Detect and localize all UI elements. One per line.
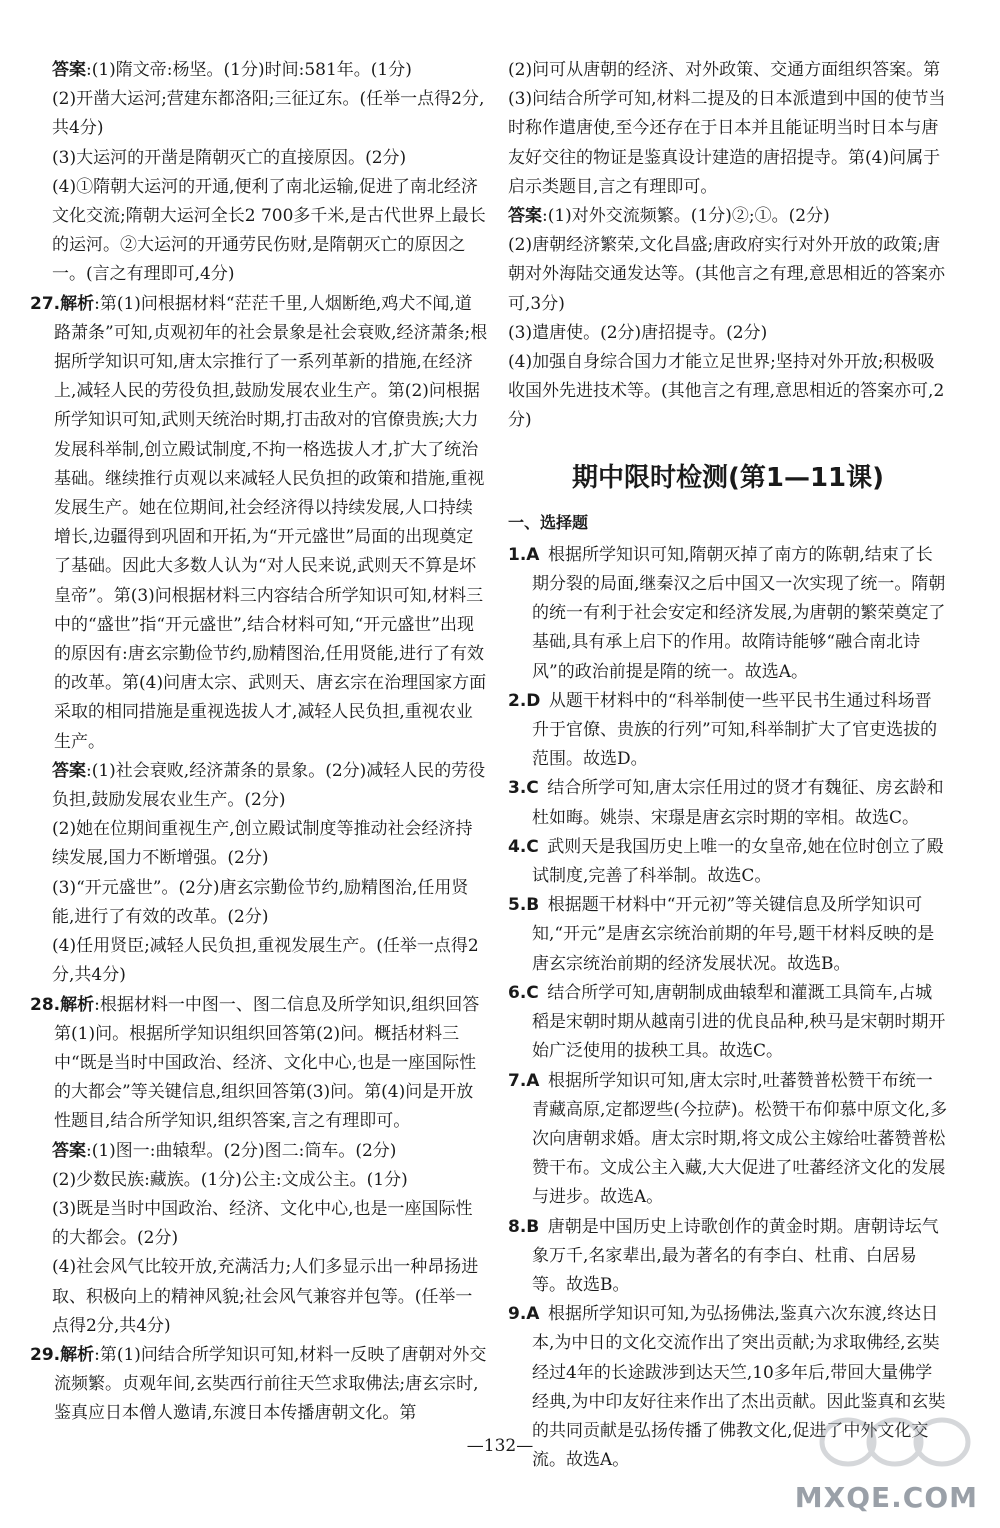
spacer	[539, 778, 548, 798]
left-column	[30, 56, 488, 1429]
analysis-label: 解析	[60, 1344, 95, 1365]
answer-text: :(1)图一:曲辕犁。(2分)图二:筒车。(2分)	[86, 1140, 397, 1161]
answer-text: (2)唐朝经济繁荣,文化昌盛;唐政府实行对外开放的政策;唐朝对外海陆交通发达等。(其他言之有理,意思相近的答案亦可,3分)	[508, 235, 946, 314]
q28	[30, 991, 488, 1137]
choice-explanation: 武则天是我国历史上唯一的女皇帝,她在位时创立了殿试制度,完善了科举制。故选C。	[532, 836, 944, 887]
choice-number: 1.A	[508, 544, 540, 565]
spacer	[539, 837, 548, 857]
choice-item	[508, 979, 948, 1067]
answer-text: (3)大运河的开凿是隋朝灭亡的直接原因。(2分)	[52, 147, 407, 168]
choice-item	[508, 891, 948, 979]
watermark-text: MXQE.COM	[794, 1481, 978, 1514]
choice-item	[508, 774, 948, 832]
analysis-text: :根据材料一中图一、图二信息及所学知识,组织回答第(1)问。根据所学知识组织回答第(2)问。概括材料三中“既是当时中国政治、经济、文化中心,也是一座国际性的大都会”等关键信息,组织回答第(3)问。第(4)问是开放性题目,结合所学知识,组织答案,言之有理即可。	[54, 994, 480, 1132]
answer-text: :(1)隋文帝:杨坚。(1分)时间:581年。(1分)	[86, 60, 412, 80]
page-number: —132—	[466, 1436, 534, 1456]
answer-text: (3)遣唐使。(2分)唐招提寺。(2分)	[508, 322, 768, 343]
spacer	[540, 691, 549, 711]
answer-label: 答案	[52, 60, 86, 80]
answer-text: (4)社会风气比较开放,充满活力;人们多显示出一种昂扬进取、积极向上的精神风貌;社会风气兼容并包等。(任举一点得2分,共4分)	[52, 1257, 479, 1336]
spacer	[539, 1217, 548, 1237]
section-subtitle: 一、选择题	[508, 512, 589, 532]
choice-explanation: 结合所学可知,唐朝制成曲辕犁和灌溉工具筒车,占城稻是宋朝时期从越南引进的优良品种,秧马是宋朝时期开始广泛使用的拔秧工具。故选C。	[532, 982, 946, 1062]
choice-item	[508, 1067, 948, 1213]
answer-label: 答案	[52, 760, 86, 781]
analysis-text: :第(1)问根据材料“茫茫千里,人烟断绝,鸡犬不闻,道路萧条”可知,贞观初年的社会景象是社会衰败,经济萧条;根据所学知识可知,唐太宗推行了一系列革新的措施,在经济上,减轻人民的劳役负担,鼓励发展农业生产。第(2)问根据所学知识可知,武则天统治时期,打击敌对的官僚贵族;大力发展科举制,创立殿试制度,不拘一格选拔人才,扩大了统治基础。继续推行贞观以来减轻人民负担的政策和措施,重视发展生产。她在位期间,社会经济得以持续发展,人口持续增长,边疆得到巩固和开拓,为“开元盛世”局面的出现奠定了基础。因此大多数人认为“对人民来说,武则天不算是坏皇帝”。第(3)问根据材料三内容结合所学知识可知,材料三中的“盛世”指“开元盛世”,结合材料可知,“开元盛世”出现的原因有:唐玄宗勤俭节约,励精图治,任用贤能,进行了有效的改革。第(4)问唐太宗、武则天、唐玄宗在治理国家方面采取的相同措施是重视选拔人才,减轻人民负担,重视农业生产。	[54, 293, 488, 752]
right-column	[508, 56, 948, 1475]
choice-number: 7.A	[508, 1070, 540, 1091]
spacer	[539, 895, 548, 915]
q29-continued	[508, 56, 948, 436]
answer-text: :(1)社会衰败,经济萧条的景象。(2分)减轻人民的劳役负担,鼓励发展农业生产。(2分)	[52, 760, 486, 811]
choice-explanation: 从题干材料中的“科举制使一些平民书生通过科场晋升于官僚、贵族的行列”可知,科举制扩大了官吏选拔的范围。故选D。	[532, 690, 938, 770]
choice-explanation: 根据所学知识可知,隋朝灭掉了南方的陈朝,结束了长期分裂的局面,继秦汉之后中国又一次实现了统一。隋朝的统一有利于社会安定和经济发展,为唐朝的繁荣奠定了基础,具有承上启下的作用。故隋诗能够“融合南北诗风”的政治前提是隋的统一。故选A。	[532, 544, 946, 682]
choice-explanation: 唐朝是中国历史上诗歌创作的黄金时期。唐朝诗坛气象万千,名家辈出,最为著名的有李白、杜甫、白居易等。故选B。	[532, 1216, 939, 1295]
choice-item	[508, 541, 948, 687]
analysis-text: (2)问可从唐朝的经济、对外政策、交通方面组织答案。第(3)问结合所学可知,材料二提及的日本派遣到中国的使节当时称作遣唐使,至今还存在于日本并且能证明当时日本与唐友好交往的物证是鉴真设计建造的唐招提寺。第(4)问属于启示类题目,言之有理即可。	[508, 60, 946, 197]
choice-explanation: 根据所学知识可知,为弘扬佛法,鉴真六次东渡,终达日本,为中日的文化交流作出了突出贡献;为求取佛经,玄奘经过4年的长途跋涉到达天竺,10多年后,带回大量佛学经典,为中印友好往来作出了杰出贡献。因此鉴真和玄奘的共同贡献是弘扬传播了佛教文化,促进了中外文化交流。故选A。	[532, 1304, 946, 1471]
answer-label: 答案	[52, 1140, 86, 1161]
choice-explanation: 结合所学可知,唐太宗任用过的贤才有魏征、房玄龄和杜如晦。姚崇、宋璟是唐玄宗时期的宰相。故选C。	[532, 778, 944, 828]
answer-text: (4)加强自身综合国力才能立足世界;坚持对外开放;积极吸收国外先进技术等。(其他言之有理,意思相近的答案亦可,2分)	[508, 352, 945, 431]
choice-item	[508, 687, 948, 775]
question-number: 28.	[30, 994, 61, 1015]
spacer	[539, 1071, 548, 1091]
choice-number: 9.A	[508, 1304, 540, 1325]
answer-text: (4)①隋朝大运河的开通,便利了南北运输,促进了南北经济文化交流;隋朝大运河全长2 700多千米,是古代世界上最长的运河。②大运河的开通劳民伤财,是隋朝灭亡的原因之一。(言之有理即可,4分)	[52, 176, 486, 285]
spacer	[539, 545, 548, 565]
answer-text: (3)既是当时中国政治、经济、文化中心,也是一座国际性的大都会。(2分)	[52, 1198, 473, 1249]
spacer	[539, 1304, 548, 1324]
answer-text: :(1)对外交流频繁。(1分)②;①。(2分)	[542, 206, 830, 227]
choice-item	[508, 1213, 948, 1301]
question-number: 27.	[30, 293, 61, 314]
section-title: 期中限时检测(第1—11课)	[571, 462, 885, 493]
choice-explanation: 根据题干材料中“开元初”等关键信息及所学知识可知,“开元”是唐玄宗统治前期的年号,题干材料反映的是唐玄宗统治前期的经济发展状况。故选B。	[532, 895, 935, 974]
answer-text: (2)少数民族:藏族。(1分)公主:文成公主。(1分)	[52, 1169, 408, 1190]
answer-text: (3)“开元盛世”。(2分)唐玄宗勤俭节约,励精图治,任用贤能,进行了有效的改革。(2分)	[52, 877, 469, 927]
spacer	[539, 983, 548, 1003]
analysis-label: 解析	[60, 994, 95, 1015]
choice-number: 3.C	[508, 778, 539, 799]
choice-list	[508, 541, 948, 1476]
q28-answer	[30, 1137, 488, 1341]
q27	[30, 290, 488, 757]
question-number: 29.	[30, 1344, 61, 1365]
choice-explanation: 根据所学知识可知,唐太宗时,吐蕃赞普松赞干布统一青藏高原,定都逻些(今拉萨)。松赞干布仰慕中原文化,多次向唐朝求婚。唐太宗时期,将文成公主嫁给吐蕃赞普松赞干布。文成公主入藏,大大促进了吐蕃经济文化的发展与进步。故选A。	[532, 1070, 948, 1208]
q26-answer	[30, 56, 488, 290]
choice-item	[508, 833, 948, 891]
choice-number: 5.B	[508, 895, 540, 916]
analysis-label: 解析	[60, 293, 95, 314]
choice-number: 2.D	[508, 690, 541, 711]
q29	[30, 1341, 488, 1429]
answer-text: (2)开凿大运河;营建东都洛阳;三征辽东。(任举一点得2分,共4分)	[52, 89, 485, 139]
answer-label: 答案	[508, 206, 542, 227]
choice-number: 8.B	[508, 1216, 540, 1237]
answer-text: (4)任用贤臣;减轻人民负担,重视发展生产。(任举一点得2分,共4分)	[52, 936, 479, 986]
answer-text: (2)她在位期间重视生产,创立殿试制度等推动社会经济持续发展,国力不断增强。(2分)	[52, 819, 473, 869]
choice-number: 6.C	[508, 982, 539, 1003]
q27-answer	[30, 757, 488, 991]
choice-number: 4.C	[508, 836, 539, 857]
analysis-text: :第(1)问结合所学知识可知,材料一反映了唐朝对外交流频繁。贞观年间,玄奘西行前往天竺求取佛法;唐玄宗时,鉴真应日本僧人邀请,东渡日本传播唐朝文化。第	[54, 1344, 487, 1424]
